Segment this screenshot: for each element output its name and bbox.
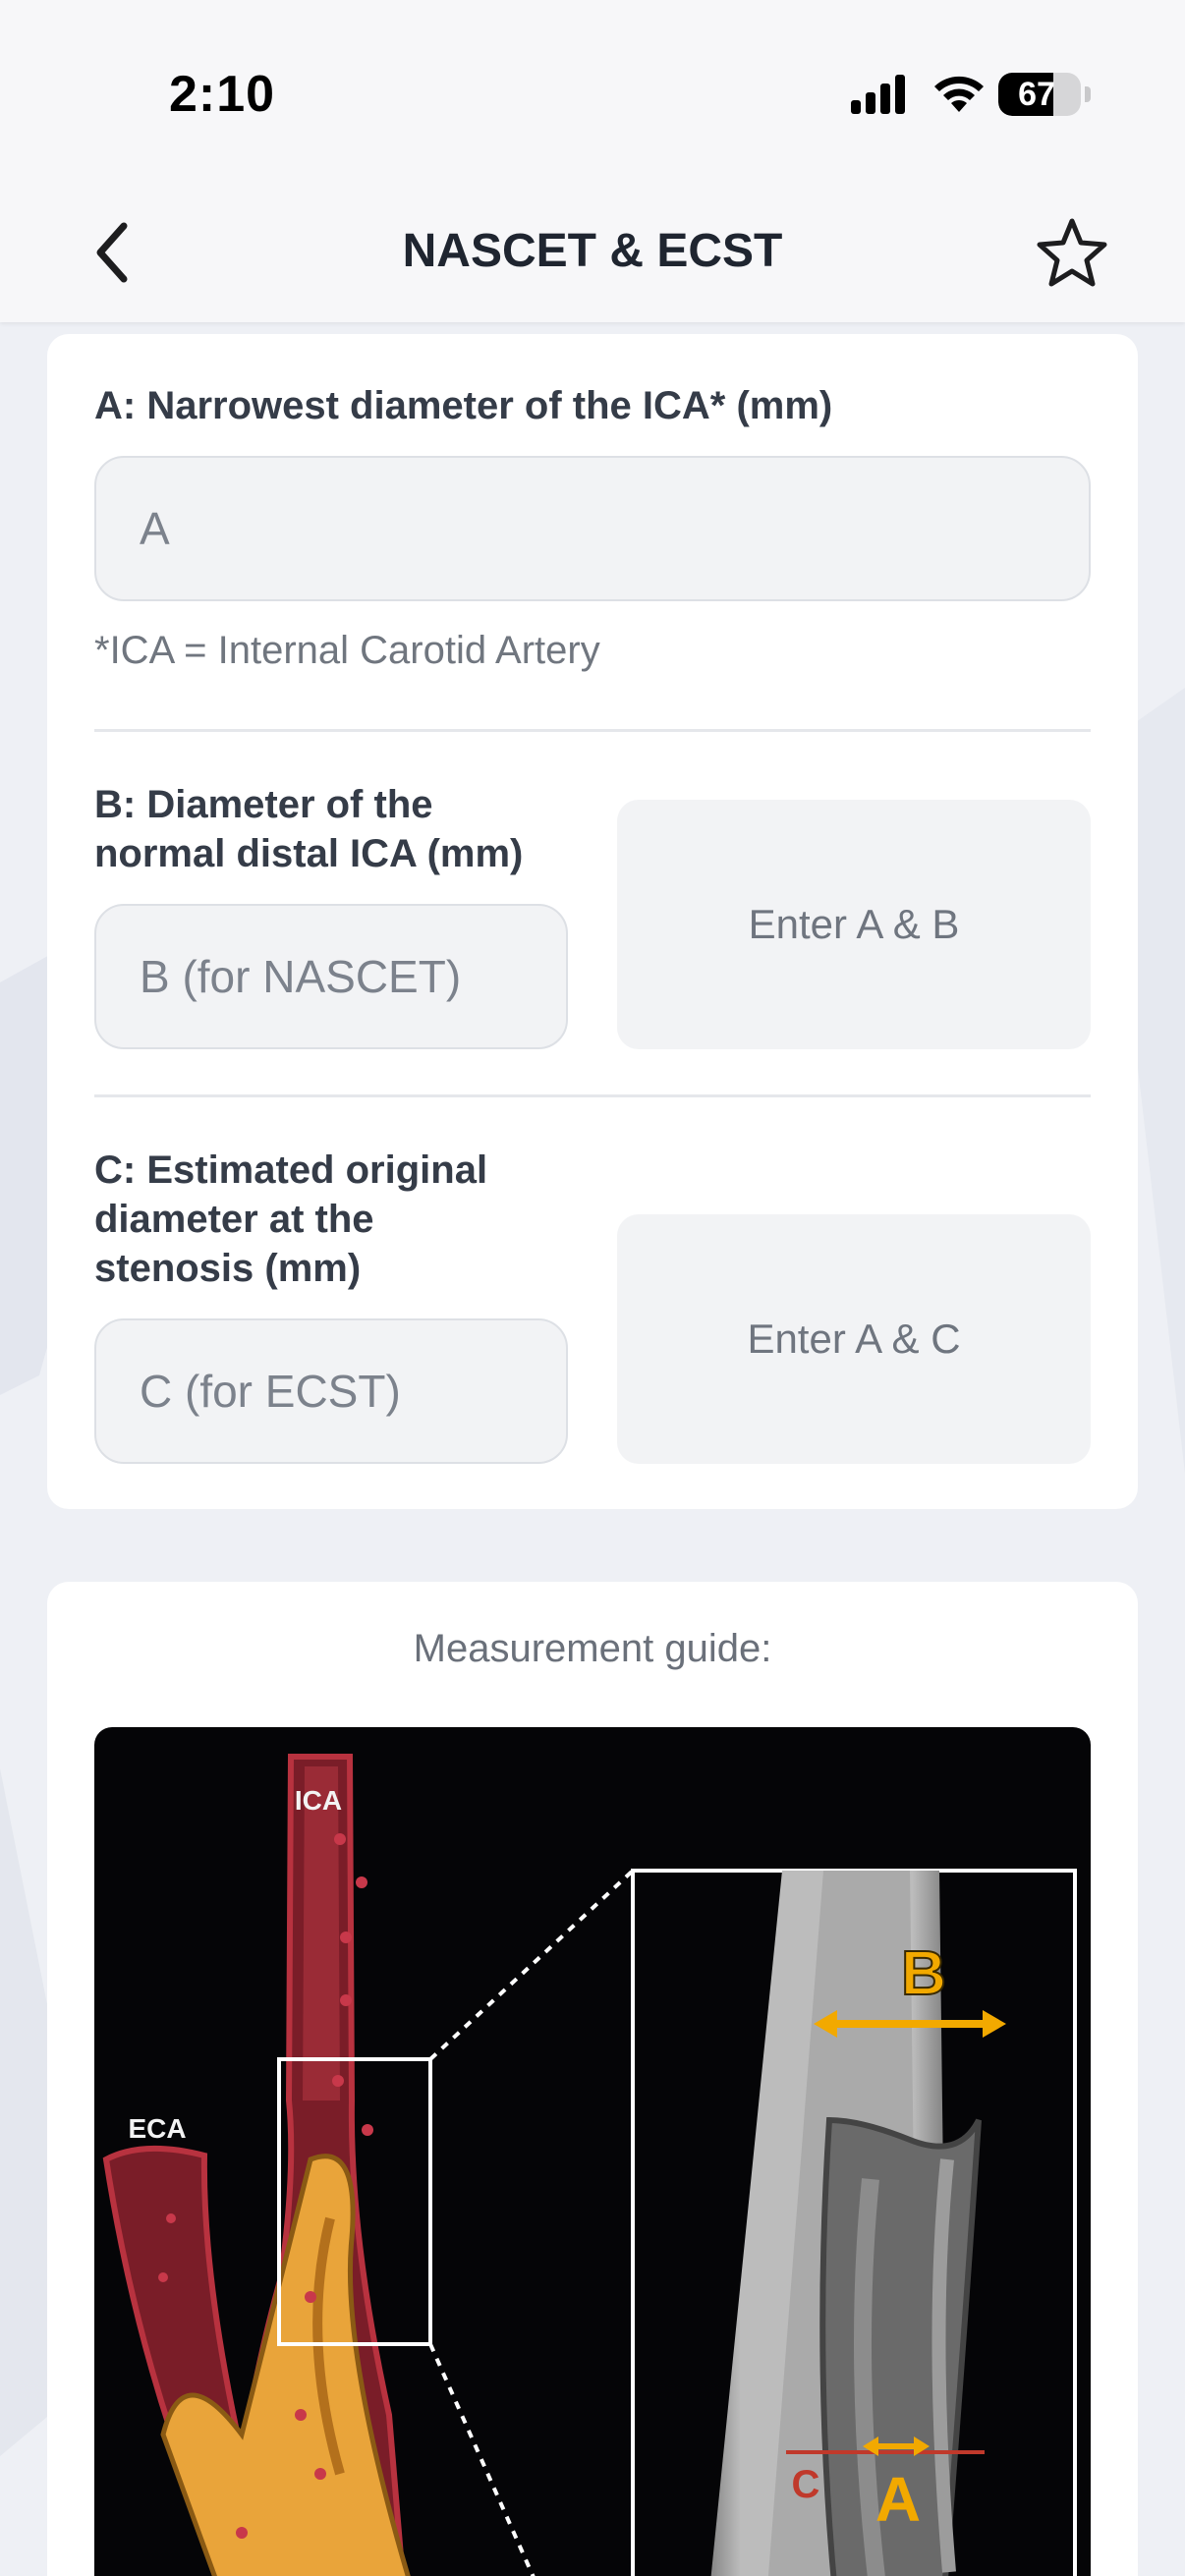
label-b-line1: B: Diameter of the <box>94 783 433 826</box>
favorite-button[interactable] <box>1036 216 1108 289</box>
guide-title: Measurement guide: <box>413 1627 772 1670</box>
top-bar <box>0 0 1185 322</box>
status-time: 2:10 <box>169 66 276 123</box>
label-b <box>94 780 523 878</box>
star-outline-icon <box>1040 221 1104 284</box>
result-nascet: Enter A & B <box>617 800 1091 1049</box>
label-c-line2: diameter at the <box>94 1198 374 1241</box>
ica-lumen <box>303 1766 340 2100</box>
battery-level: 67 <box>1018 76 1055 113</box>
carotid-diagram <box>94 1727 1091 2576</box>
label-a: A: Narrowest diameter of the ICA* (mm) <box>94 384 833 427</box>
eca-label: ECA <box>128 2113 187 2144</box>
result-ecst: Enter A & C <box>617 1214 1091 1464</box>
input-c[interactable]: C (for ECST) <box>94 1318 568 1464</box>
battery-cap <box>1085 86 1091 102</box>
divider <box>94 729 1091 732</box>
ica-footnote: *ICA = Internal Carotid Artery <box>94 629 600 672</box>
cellular-signal-icon <box>849 73 908 116</box>
label-c-line1: C: Estimated original <box>94 1148 488 1192</box>
input-a[interactable]: A <box>94 456 1091 601</box>
b-label: B <box>900 1937 947 2008</box>
c-label: C <box>791 2463 820 2506</box>
measurement-guide-card <box>47 1582 1138 2576</box>
label-c-line3: stenosis (mm) <box>94 1247 362 1290</box>
ica-label: ICA <box>294 1785 343 1816</box>
measurement-diagram <box>94 1727 1091 2576</box>
a-label: A <box>875 2464 922 2535</box>
divider <box>94 1094 1091 1097</box>
calculator-card <box>47 334 1138 1509</box>
wifi-icon <box>931 73 987 116</box>
battery-icon <box>998 73 1081 116</box>
label-b-line2: normal distal ICA (mm) <box>94 832 524 875</box>
page-title: NASCET & ECST <box>402 225 783 277</box>
label-c <box>94 1146 487 1293</box>
input-b[interactable]: B (for NASCET) <box>94 904 568 1049</box>
